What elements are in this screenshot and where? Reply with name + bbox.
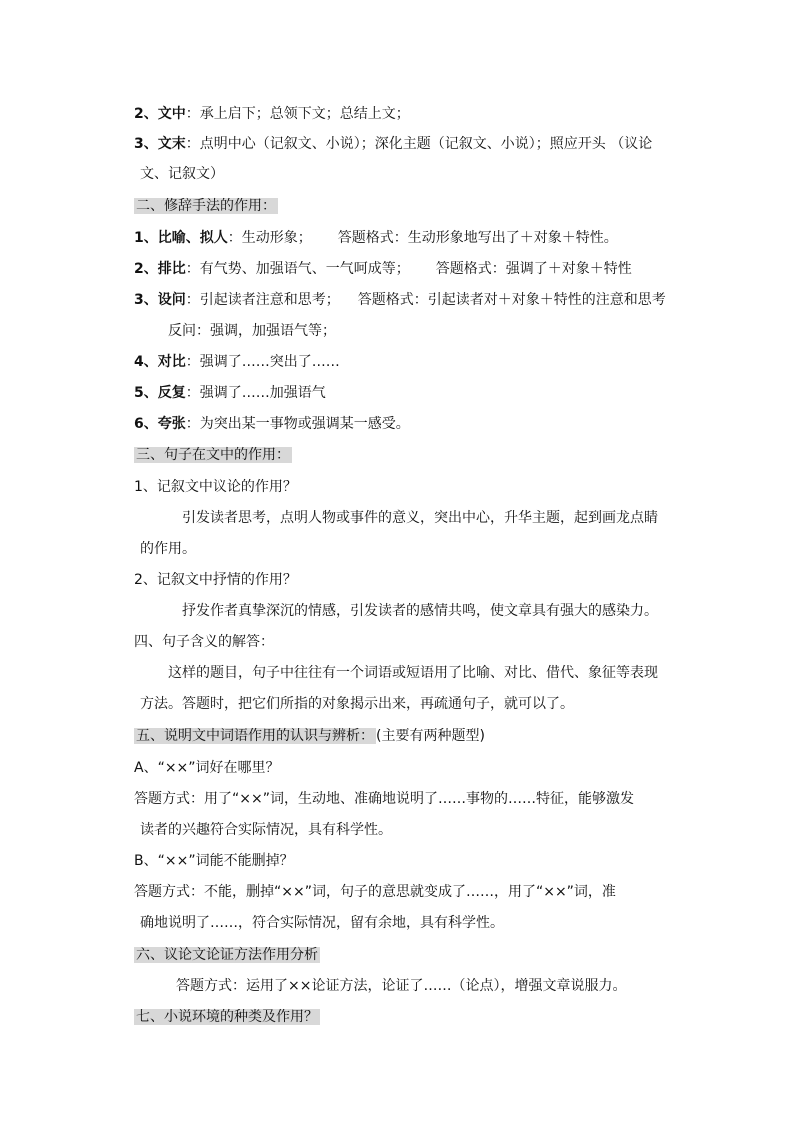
line-2-wenzhong [134,104,410,124]
heading-text: 三、句子在文中的作用： [136,447,290,463]
section-heading-2 [134,196,278,216]
item-text: ：承上启下；总领下文；总结上文； [185,106,410,122]
item-number: 4、 [134,354,158,370]
paragraph-line: 抒发作者真挚深沉的情感，引发读者的感情共鸣，使文章具有强大的感染力。 [182,603,658,619]
item-number: 5、 [134,385,158,401]
item-text: ：点明中心（记叙文、小说）；深化主题（记叙文、小说）；照应开头 （议论 [185,136,653,152]
item-number: 2、 [134,106,158,122]
section-heading-5 [134,726,485,746]
section-heading-7 [134,1007,320,1027]
answer-line: 读者的兴趣符合实际情况，具有科学性。 [140,822,392,838]
item-text: ：为突出某一事物或强调某一感受。 [185,416,410,432]
line-rhetoric-3 [134,290,666,310]
question-line: 1、记叙文中议论的作用？ [134,479,297,495]
answer-format: 答题格式：强调了＋对象＋特性 [435,261,632,277]
question-line: A、“××”词好在哪里？ [134,760,280,776]
heading-text: 二、修辞手法的作用： [136,198,276,214]
item-text: ：有气势、加强语气、一气呵成等； [185,261,410,277]
item-label: 排比 [157,261,186,277]
answer-line: 答题方式：不能，删掉“××”词，句子的意思就变成了……，用了“××”词，准 [134,884,616,900]
answer-line: 确地说明了……，符合实际情况，留有余地，具有科学性。 [140,915,504,931]
answer-line: 答题方式：用了“××”词，生动地、准确地说明了……事物的……特征，能够激发 [134,791,634,807]
paragraph-line: 引发读者思考，点明人物或事件的意义，突出中心，升华主题，起到画龙点睛 [182,510,658,526]
item-label: 设问 [157,292,186,308]
item-text: ：强调了……加强语气 [185,385,326,401]
answer-format: 答题格式：引起读者对＋对象＋特性的注意和思考 [357,292,666,308]
heading-text: 七、小说环境的种类及作用？ [136,1009,318,1025]
line-rhetoric-5 [134,383,326,403]
item-number: 6、 [134,416,158,432]
section-heading-4: 四、句子含义的解答： [134,634,274,650]
answer-line: 答题方式：运用了××论证方法，论证了……（论点），增强文章说服力。 [176,978,627,994]
line-rhetorical-question: 反问：强调，加强语气等； [168,323,336,339]
heading-note: (主要有两种题型) [376,728,485,744]
item-number: 1、 [134,230,158,246]
item-number: 3、 [134,292,158,308]
item-text: ：生动形象； [227,230,312,246]
question-line: 2、记叙文中抒情的作用？ [134,572,297,588]
section-heading-6 [134,945,320,965]
paragraph-line: 的作用。 [140,541,196,557]
item-label: 文中 [157,106,186,122]
line-continuation: 文、记叙文） [140,166,224,182]
item-number: 3、 [134,136,158,152]
item-label: 夸张 [157,416,186,432]
line-rhetoric-1 [134,228,618,248]
item-label: 对比 [157,354,186,370]
paragraph-line: 这样的题目，句子中往往有一个词语或短语用了比喻、对比、借代、象征等表现 [168,665,658,681]
line-rhetoric-6 [134,414,410,434]
item-text: ：引起读者注意和思考； [185,292,340,308]
item-text: ：强调了……突出了…… [185,354,340,370]
item-number: 2、 [134,261,158,277]
item-label: 比喻、拟人 [157,230,228,246]
line-3-wenmo [134,134,652,154]
heading-text: 五、说明文中词语作用的认识与辨析： [136,728,374,744]
paragraph-line: 方法。答题时，把它们所指的对象揭示出来，再疏通句子，就可以了。 [140,696,574,712]
section-heading-3 [134,445,292,465]
question-line: B、“××”词能不能删掉？ [134,853,294,869]
line-rhetoric-4 [134,352,340,372]
answer-format: 答题格式：生动形象地写出了＋对象＋特性。 [337,230,618,246]
line-rhetoric-2 [134,259,632,279]
item-label: 反复 [157,385,186,401]
heading-text: 六、议论文论证方法作用分析 [136,947,318,963]
item-label: 文末 [157,136,186,152]
